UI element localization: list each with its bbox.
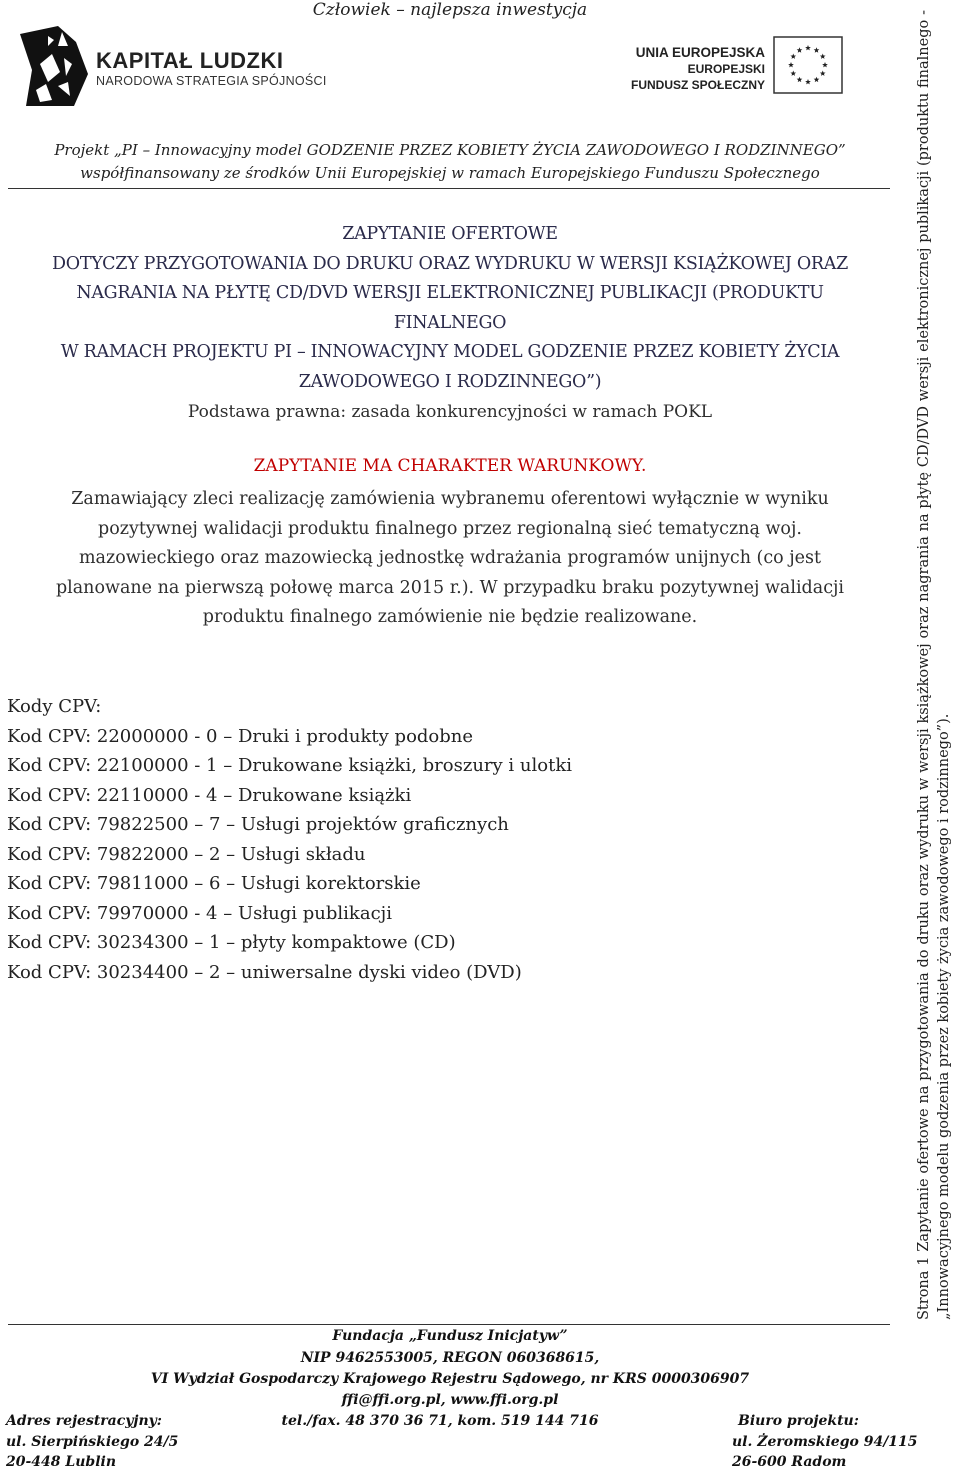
cpv-item: Kod CPV: 22000000 - 0 – Druki i produkty podobne <box>7 725 474 747</box>
footer-nip: NIP 9462553005, REGON 060368615, <box>300 1350 600 1366</box>
header-divider <box>8 188 890 189</box>
footer-reg-label: Adres rejestracyjny: <box>6 1413 162 1429</box>
footer-divider <box>8 1324 890 1325</box>
footer-reg-city: 20-448 Lublin <box>6 1454 117 1470</box>
title-line-1: ZAPYTANIE OFERTOWE <box>342 224 558 244</box>
footer-phone: tel./fax. 48 370 36 71, kom. 519 144 716 <box>281 1413 599 1429</box>
motto: Człowiek – najlepsza inwestycja <box>312 0 588 20</box>
title-line-4: FINALNEGO <box>393 312 507 333</box>
conditional-line-5: produktu finalnego zamówienie nie będzie realizowane. <box>202 607 698 628</box>
eu-logo-text <box>631 45 765 93</box>
footer-office-label: Biuro projektu: <box>738 1413 859 1429</box>
title-line-5: W RAMACH PROJEKTU PI – INNOWACYJNY MODEL GODZENIE PRZEZ KOBIETY ŻYCIA <box>60 342 840 362</box>
footer-org: Fundacja „Fundusz Inicjatyw” <box>332 1328 568 1344</box>
footer-court: VI Wydział Gospodarczy Krajowego Rejestru Sądowego, nr KRS 0000306907 <box>150 1371 750 1387</box>
cpv-item: Kod CPV: 22100000 - 1 – Drukowane książki, broszury i ulotki <box>7 755 572 776</box>
kl-logo-title: KAPITAŁ LUDZKI <box>96 48 284 73</box>
conditional-line-4: planowane na pierwszą połowę marca 2015 r.). W przypadku braku pozytywnej walidacji <box>55 577 845 598</box>
eu-flag-icon <box>773 36 843 94</box>
conditional-line-2: pozytywnej walidacji produktu finalnego przez regionalną sieć tematyczną woj. <box>98 518 802 539</box>
footer-contact: ffi@ffi.org.pl, www.ffi.org.pl <box>341 1392 559 1408</box>
cpv-item: Kod CPV: 30234300 – 1 – płyty kompaktowe (CD) <box>7 932 456 953</box>
kapital-ludzki-logo-icon <box>18 24 92 108</box>
eu-line2: EUROPEJSKI <box>687 62 765 76</box>
eu-line1: UNIA EUROPEJSKA <box>635 45 765 60</box>
project-funding-line: współfinansowany ze środków Unii Europejskiej w ramach Europejskiego Funduszu Społecznego <box>80 164 820 182</box>
cpv-list <box>7 692 807 987</box>
project-title-line: Projekt „PI – Innowacyjny model GODZENIE PRZEZ KOBIETY ŻYCIA ZAWODOWEGO I RODZINNEGO” <box>54 141 846 159</box>
cpv-item: Kod CPV: 30234400 – 2 – uniwersalne dyski video (DVD) <box>7 961 522 983</box>
cpv-item: Kod CPV: 79970000 - 4 – Usługi publikacji <box>7 902 392 924</box>
footer-office-street: ul. Żeromskiego 94/115 <box>732 1434 918 1450</box>
footer-reg-street: ul. Sierpińskiego 24/5 <box>6 1434 179 1450</box>
eu-line3: FUNDUSZ SPOŁECZNY <box>630 78 765 92</box>
cpv-item: Kod CPV: 22110000 - 4 – Drukowane książki <box>7 784 412 806</box>
cpv-heading: Kody CPV: <box>7 696 102 717</box>
cpv-item: Kod CPV: 79822000 – 2 – Usługi składu <box>7 843 366 865</box>
title-line-2: DOTYCZY PRZYGOTOWANIA DO DRUKU ORAZ WYDRUKU W WERSJI KSIĄŻKOWEJ ORAZ <box>52 253 848 274</box>
cpv-item: Kod CPV: 79822500 – 7 – Usługi projektów graficznych <box>7 814 509 835</box>
title-line-3: NAGRANIA NA PŁYTĘ CD/DVD WERSJI ELEKTRONICZNEJ PUBLIKACJI (PRODUKTU <box>76 283 824 303</box>
legal-basis: Podstawa prawna: zasada konkurencyjności w ramach POKL <box>187 402 713 422</box>
kl-logo-subtitle: NARODOWA STRATEGIA SPÓJNOŚCI <box>96 74 327 88</box>
title-line-6: ZAWODOWEGO I RODZINNEGO”) <box>298 371 602 392</box>
footer-office-city: 26-600 Radom <box>732 1454 847 1470</box>
conditional-paragraph <box>20 485 880 633</box>
title-block <box>0 220 900 427</box>
cpv-item: Kod CPV: 79811000 – 6 – Usługi korektorskie <box>7 873 421 894</box>
conditional-heading: ZAPYTANIE MA CHARAKTER WARUNKOWY. <box>253 456 647 476</box>
conditional-line-3: mazowieckiego oraz mazowiecką jednostkę wdrażania programów unijnych (co jest <box>78 548 822 569</box>
conditional-line-1: Zamawiający zleci realizację zamówienia wybranemu oferentowi wyłącznie w wyniku <box>71 489 829 509</box>
side-page-note: Strona 1 Zapytanie ofertowe na przygotowania do druku oraz wydruku w wersji książkowej oraz nagrania na płytę CD/DVD wersji elektronicznej publikacji (produktu finalnego - „Innowacyjnego modelu godzenia przez kobiety życia zawodowego i rodzinnego”). <box>916 10 952 1320</box>
